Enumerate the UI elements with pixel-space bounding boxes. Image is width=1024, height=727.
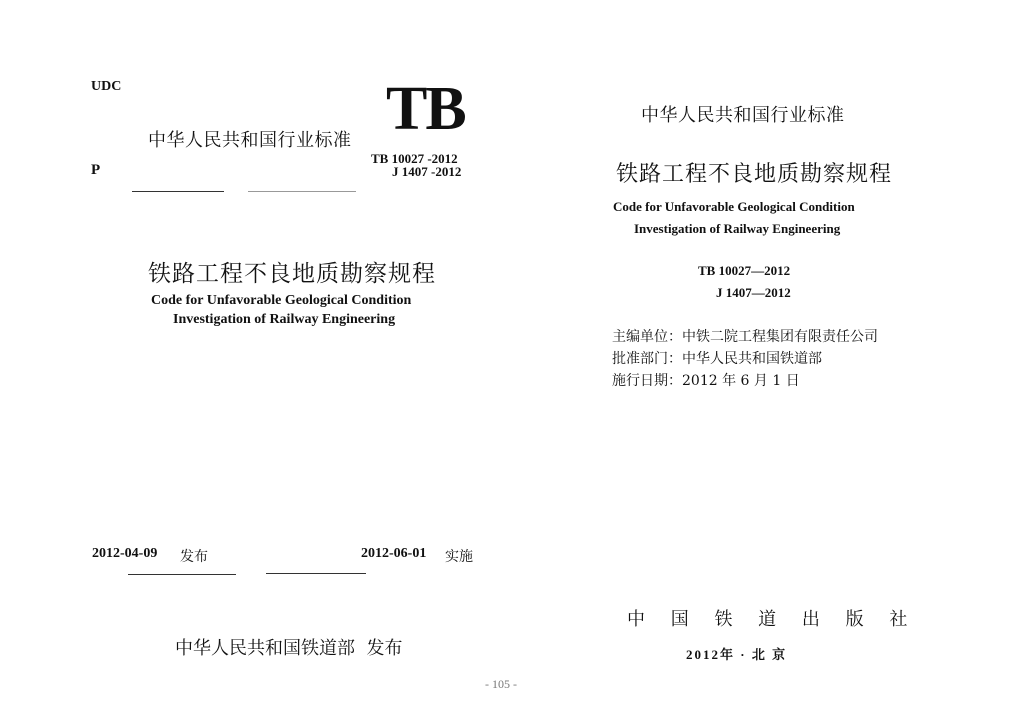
info-label: 主编单位： bbox=[612, 329, 682, 345]
effective-label: 实施 bbox=[445, 549, 473, 565]
info-value: 中华人民共和国铁道部 bbox=[682, 351, 822, 367]
standard-type: 中华人民共和国行业标准 bbox=[148, 130, 352, 151]
issue-label: 发布 bbox=[180, 549, 208, 565]
right-standard-type: 中华人民共和国行业标准 bbox=[641, 105, 845, 126]
right-code-j: J 1407—2012 bbox=[716, 285, 791, 300]
info-value: 中铁二院工程集团有限责任公司 bbox=[682, 329, 878, 345]
tb-logo: TB bbox=[386, 75, 465, 143]
issue-date: 2012-04-09 bbox=[92, 546, 158, 561]
code-tb: TB 10027 -2012 bbox=[371, 151, 458, 166]
right-title-cn: 铁路工程不良地质勘察规程 bbox=[616, 162, 893, 187]
issuer: 中华人民共和国铁道部 发布 bbox=[175, 638, 403, 659]
info-row bbox=[612, 370, 800, 390]
p-label: P bbox=[91, 162, 101, 178]
info-label: 施行日期： bbox=[612, 373, 682, 389]
info-row bbox=[612, 348, 822, 368]
footer-rule-left bbox=[128, 574, 236, 575]
effective-date: 2012-06-01 bbox=[361, 546, 427, 561]
udc-label: UDC bbox=[91, 79, 122, 94]
year-place: 2012年 · 北 京 bbox=[686, 647, 788, 662]
header-rule-right bbox=[248, 191, 356, 192]
code-j: J 1407 -2012 bbox=[392, 164, 462, 179]
page-number: - 105 - bbox=[485, 677, 517, 691]
info-row bbox=[612, 326, 878, 346]
footer-rule-right bbox=[266, 573, 366, 574]
header-rule-left bbox=[132, 191, 224, 192]
title-en-line2: Investigation of Railway Engineering bbox=[173, 312, 396, 327]
info-value: 2012 年 6 月 1 日 bbox=[682, 373, 800, 389]
title-en-line1: Code for Unfavorable Geological Condition bbox=[151, 293, 412, 308]
title-cn: 铁路工程不良地质勘察规程 bbox=[148, 261, 436, 287]
info-label: 批准部门： bbox=[612, 351, 682, 367]
right-title-en-line2: Investigation of Railway Engineering bbox=[634, 221, 841, 236]
right-code-tb: TB 10027—2012 bbox=[698, 263, 791, 278]
publisher: 中 国 铁 道 出 版 社 bbox=[627, 609, 918, 630]
right-title-en-line1: Code for Unfavorable Geological Condition bbox=[613, 199, 855, 214]
